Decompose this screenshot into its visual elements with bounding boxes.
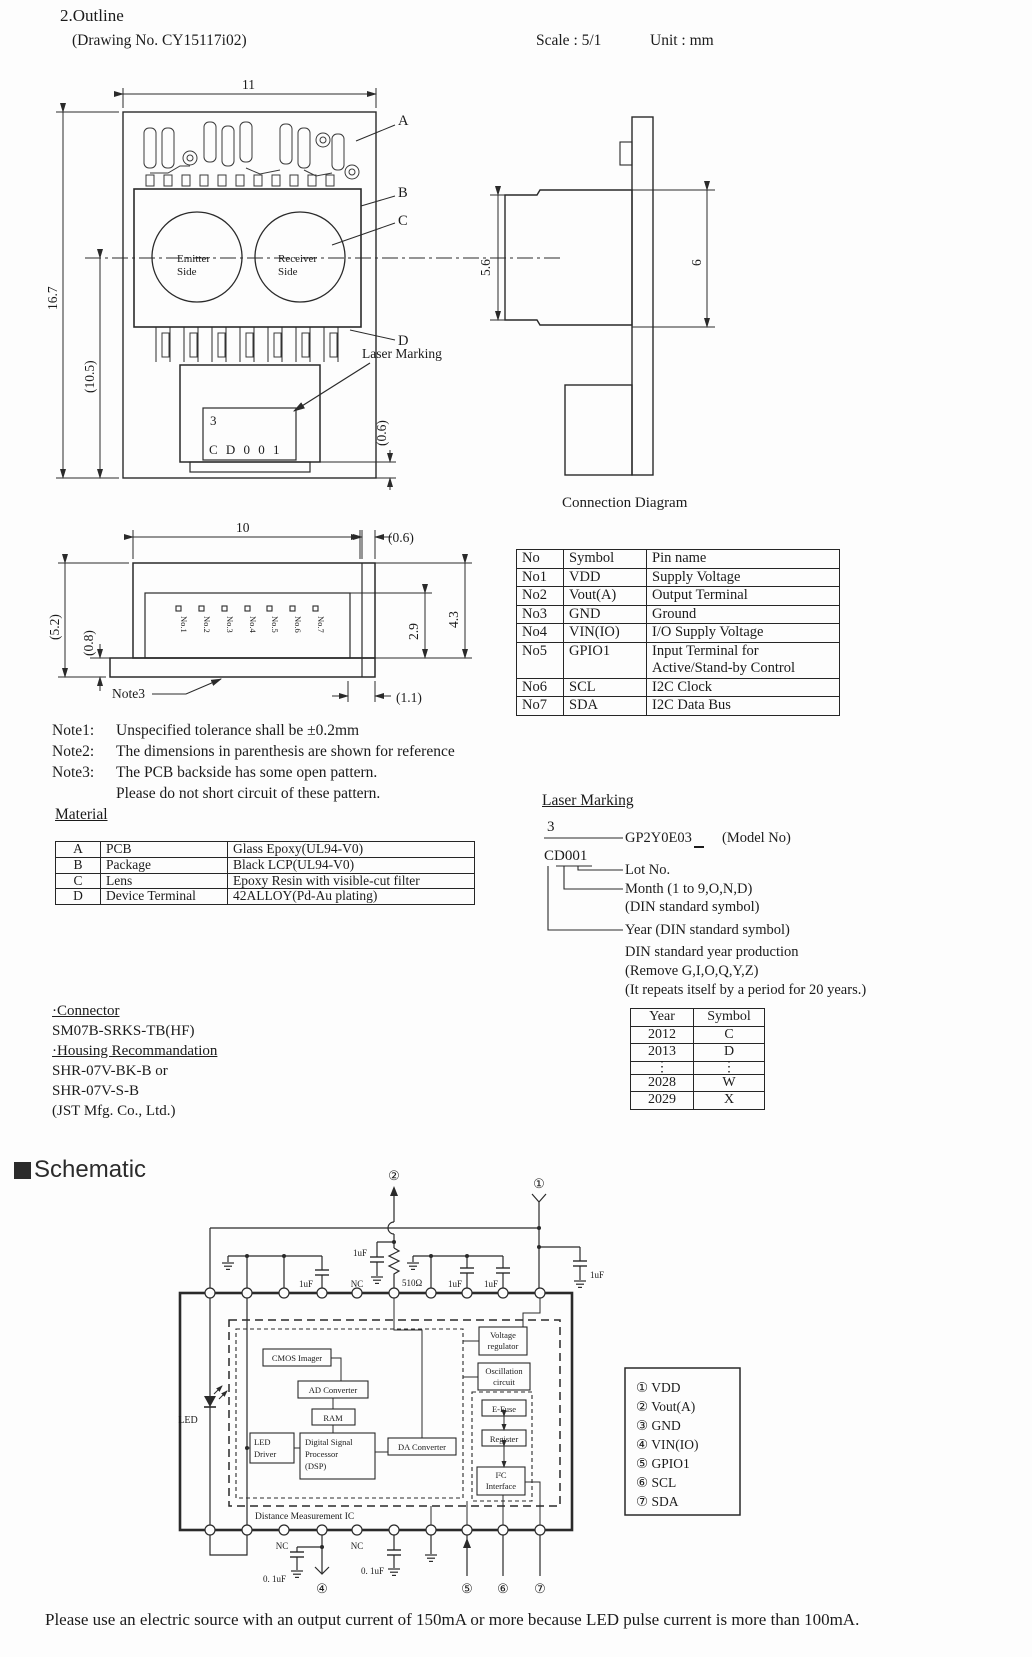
- dim-side-pkg: 6: [689, 259, 704, 266]
- label-d: D: [398, 333, 409, 349]
- pin-row: [176, 606, 318, 611]
- mark-sample-cd001: CD001: [544, 848, 588, 864]
- svg-text:Digital Signal: Digital Signal: [305, 1437, 353, 1447]
- table-row: No7 SDA I2C Data Bus: [517, 697, 840, 716]
- dim-gap: (0.6): [374, 420, 389, 446]
- side-view: [505, 117, 653, 475]
- scale-label: Scale : 5/1: [536, 32, 602, 49]
- legend-item: ⑤ GPIO1: [636, 1456, 690, 1471]
- dim-width10: 10: [236, 520, 250, 535]
- month-label: Month (1 to 9,O,N,D): [625, 881, 753, 897]
- power-note: Please use an electric source with an output current of 150mA or more because LED pulse current is more than 100mA.: [45, 1610, 860, 1629]
- year-label: Year (DIN standard symbol): [625, 922, 790, 938]
- svg-text:Voltage: Voltage: [490, 1330, 516, 1340]
- black-square-icon: [14, 1162, 31, 1179]
- legend-item: ③ GND: [636, 1418, 681, 1433]
- lot-label: Lot No.: [625, 862, 671, 878]
- terminal-5: ⑤: [461, 1581, 473, 1596]
- analog-boundary: [236, 1329, 463, 1498]
- svg-text:RAM: RAM: [323, 1413, 343, 1423]
- cap-label: 1uF: [590, 1270, 605, 1280]
- table-row: 2029 X: [631, 1092, 765, 1110]
- drawing-number: (Drawing No. CY15117i02): [72, 32, 247, 49]
- table-row: No1 VDD Supply Voltage: [517, 568, 840, 587]
- svg-text:AD Converter: AD Converter: [308, 1385, 358, 1395]
- pcb-strip-bottom: [110, 658, 375, 677]
- svg-text:Interface: Interface: [485, 1481, 517, 1491]
- cap-label: 1uF: [298, 1279, 313, 1289]
- pin-label: No.1: [179, 616, 189, 633]
- table-row: 2028 W: [631, 1074, 765, 1092]
- dim-width: 11: [242, 77, 255, 92]
- label-c: C: [398, 213, 408, 229]
- table-row: B Package Black LCP(UL94-V0): [56, 857, 475, 873]
- outline-drawing: [40, 78, 720, 490]
- svg-text:Side: Side: [177, 266, 197, 278]
- package-bottom: [133, 563, 375, 658]
- note3: Note3: The PCB backside has some open pattern.: [52, 764, 378, 781]
- repeat-label: (It repeats itself by a period for 20 years.): [625, 982, 867, 998]
- legend-item: ④ VIN(IO): [636, 1437, 699, 1452]
- dim-height: 16.7: [45, 286, 60, 310]
- terminal-7: ⑦: [534, 1581, 546, 1596]
- led-label: LED: [178, 1415, 198, 1426]
- terminal-2: ②: [388, 1168, 400, 1183]
- col-header: No: [517, 550, 564, 569]
- table-row: C Lens Epoxy Resin with visible-cut filter: [56, 873, 475, 889]
- year-table: [630, 1008, 765, 1110]
- table-row: D Device Terminal 42ALLOY(Pd-Au plating): [56, 889, 475, 905]
- svg-text:Driver: Driver: [254, 1449, 277, 1459]
- label-b: B: [398, 185, 408, 201]
- table-row: No3 GND Ground: [517, 605, 840, 624]
- pin-label: No.5: [270, 616, 280, 633]
- svg-text:(DSP): (DSP): [305, 1461, 327, 1471]
- material-table: [55, 841, 475, 905]
- table-row: A PCB Glass Epoxy(UL94-V0): [56, 842, 475, 858]
- receiver-label: Receiver: [278, 253, 318, 265]
- dim-height-ref: (10.5): [82, 360, 97, 393]
- laser-marking-leaders: [540, 818, 625, 938]
- label-a: A: [398, 113, 409, 129]
- remove-label: (Remove G,I,O,Q,Y,Z): [625, 963, 759, 979]
- schematic-heading: [14, 1156, 146, 1184]
- cap-label: 0. 1uF: [262, 1574, 286, 1584]
- schematic-title: Schematic: [34, 1156, 147, 1183]
- nc-label: NC: [275, 1541, 289, 1551]
- pin-label: No.6: [293, 616, 303, 633]
- svg-text:DA Converter: DA Converter: [398, 1442, 446, 1452]
- model-note: (Model No): [722, 830, 791, 846]
- pcb-outline-front: [123, 112, 376, 478]
- legend-item: ② Vout(A): [636, 1399, 696, 1414]
- prod-label: DIN standard year production: [625, 944, 799, 960]
- cap-label: 1uF: [352, 1248, 367, 1258]
- table-row: No4 VIN(IO) I/O Supply Voltage: [517, 624, 840, 643]
- model-underline: [694, 846, 704, 848]
- pin-label: No.2: [202, 616, 212, 633]
- svg-text:I²C: I²C: [495, 1470, 507, 1480]
- nc-label: NC: [350, 1279, 364, 1289]
- svg-text:E-Fuse: E-Fuse: [491, 1404, 517, 1414]
- svg-text:Side: Side: [278, 266, 298, 278]
- manufacturer: (JST Mfg. Co., Ltd.): [52, 1103, 176, 1119]
- pcb-trace-pattern-top: [144, 122, 359, 186]
- note3-cont: Please do not short circuit of these pattern.: [116, 785, 381, 802]
- svg-text:circuit: circuit: [493, 1377, 515, 1387]
- mark-code: C D 0 0 1: [209, 442, 283, 457]
- resistor-label: 510Ω: [402, 1278, 423, 1288]
- table-row: No5 GPIO1 Input Terminal for Active/Stand-by Control: [517, 642, 840, 678]
- dim-side-lens: 5.6: [478, 259, 493, 276]
- svg-text:Processor: Processor: [305, 1449, 339, 1459]
- schematic-diagram: [160, 1130, 800, 1610]
- housing-part-1: SHR-07V-BK-B or: [52, 1063, 168, 1079]
- note3-pointer: Note3: [112, 686, 145, 701]
- section-title: 2.Outline: [60, 6, 124, 25]
- dim-offset: (1.1): [396, 690, 422, 705]
- table-row: 2012 C: [631, 1026, 765, 1044]
- svg-text:Oscillation: Oscillation: [485, 1366, 523, 1376]
- dim-gap06: (0.6): [388, 530, 414, 545]
- legend-item: ⑦ SDA: [636, 1494, 679, 1509]
- laser-marking-title: Laser Marking: [542, 792, 634, 809]
- note1: Note1: Unspecified tolerance shall be ±0.2mm: [52, 722, 360, 739]
- pcb-trace-pattern-bottom: [156, 327, 338, 362]
- svg-text:CMOS Imager: CMOS Imager: [271, 1353, 323, 1363]
- svg-text:LED: LED: [254, 1437, 271, 1447]
- housing-title: ·Housing Recommandation: [52, 1043, 218, 1059]
- mark-sample-3: 3: [547, 819, 555, 835]
- cap-label: 1uF: [447, 1279, 462, 1289]
- pin-label: No.7: [316, 616, 326, 633]
- legend-item: ⑥ SCL: [636, 1475, 677, 1490]
- unit-label: Unit : mm: [650, 32, 714, 49]
- terminal-6: ⑥: [497, 1581, 509, 1596]
- col-header: Symbol: [694, 1009, 765, 1027]
- dim-h-step: (0.8): [81, 630, 96, 656]
- legend-item: ① VDD: [636, 1380, 681, 1395]
- terminal-4: ④: [316, 1581, 328, 1596]
- model-no: GP2Y0E03: [625, 830, 692, 846]
- dim-h-pkg: 4.3: [446, 611, 461, 628]
- connector-part: SM07B-SRKS-TB(HF): [52, 1023, 195, 1039]
- svg-text:Register: Register: [489, 1434, 519, 1444]
- col-header: Symbol: [564, 550, 647, 569]
- pin-label: No.3: [225, 616, 235, 633]
- cap-label: 1uF: [483, 1279, 498, 1289]
- din-symbol-label: (DIN standard symbol): [625, 899, 760, 915]
- table-row: ⋮ ⋮: [631, 1061, 765, 1074]
- note2: Note2: The dimensions in parenthesis are shown for reference: [52, 743, 455, 760]
- connector-title: ·Connector: [52, 1003, 120, 1019]
- mark-line1: 3: [210, 413, 217, 428]
- dim-h-inner: 2.9: [406, 623, 421, 640]
- cap-label: 0. 1uF: [360, 1566, 384, 1576]
- ic-label: Distance Measurement IC: [255, 1512, 355, 1522]
- col-header: Pin name: [647, 550, 840, 569]
- nc-label: NC: [350, 1541, 364, 1551]
- bottom-view-drawing: [40, 500, 510, 718]
- emitter-label: Emitter: [177, 253, 210, 265]
- pin-label: No.4: [248, 616, 258, 633]
- connection-title: Connection Diagram: [562, 495, 688, 511]
- material-title: Material: [55, 806, 108, 823]
- table-row: No6 SCL I2C Clock: [517, 678, 840, 697]
- terminal-1: ①: [533, 1176, 545, 1191]
- svg-text:regulator: regulator: [487, 1341, 519, 1351]
- table-row: 2013 D: [631, 1044, 765, 1062]
- col-header: Year: [631, 1009, 694, 1027]
- led-icon: [204, 1396, 216, 1407]
- laser-marking-label: Laser Marking: [362, 346, 442, 361]
- housing-part-2: SHR-07V-S-B: [52, 1083, 139, 1099]
- dim-h-total: (5.2): [47, 614, 62, 640]
- connection-table: [516, 549, 840, 716]
- table-row: No2 Vout(A) Output Terminal: [517, 587, 840, 606]
